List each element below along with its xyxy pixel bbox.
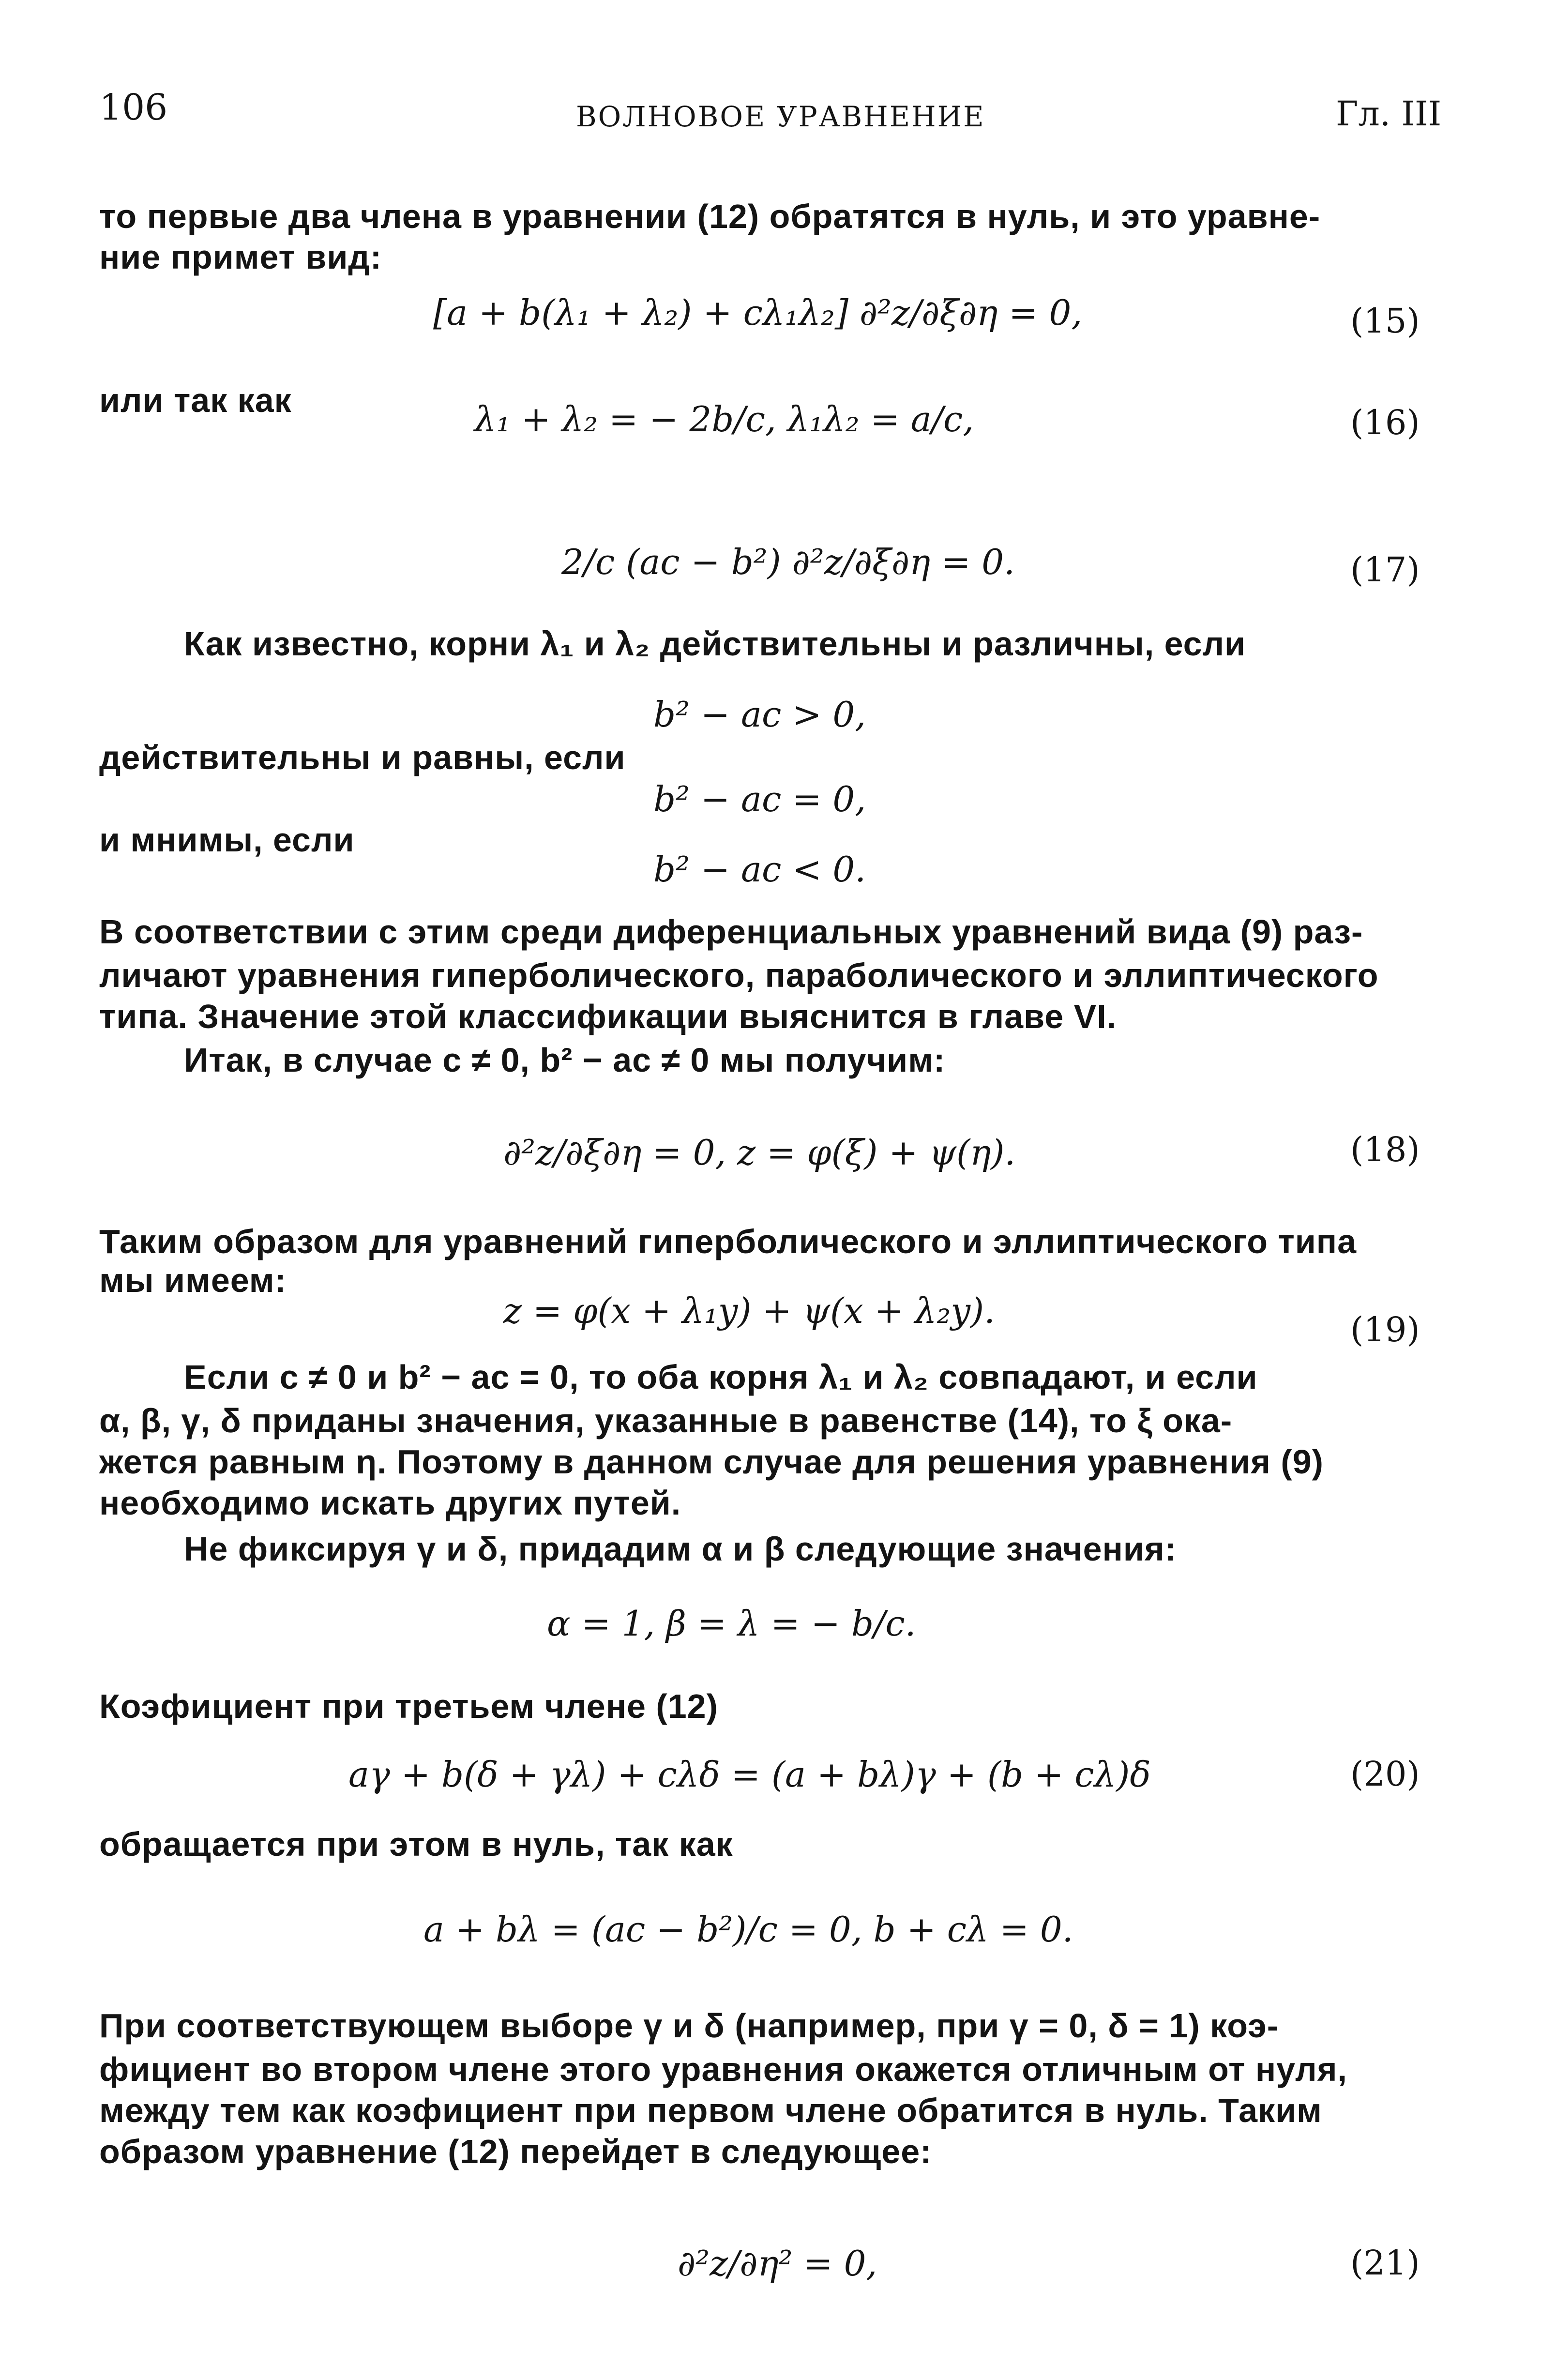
- text-line: При соответствующем выборе γ и δ (например, при γ = 0, δ = 1) коэ-: [99, 2007, 1279, 2045]
- running-title: ВОЛНОВОЕ УРАВНЕНИЕ: [576, 100, 985, 133]
- text-line: типа. Значение этой классификации выяснится в главе VI.: [99, 998, 1117, 1035]
- text-line: ние примет вид:: [99, 238, 382, 276]
- formula-alpha-beta: α = 1, β = λ = − b/c.: [547, 1603, 916, 1644]
- text-line: и мнимы, если: [99, 821, 355, 859]
- text-line: то первые два члена в уравнении (12) обратятся в нуль, и это уравне-: [99, 197, 1321, 235]
- equation-number-20: (20): [1350, 1754, 1420, 1794]
- equation-number-16: (16): [1350, 403, 1420, 442]
- text-line: мы имеем:: [99, 1261, 287, 1299]
- text-line: Итак, в случае c ≠ 0, b² − ac ≠ 0 мы получим:: [184, 1041, 946, 1079]
- text-line: фициент во втором члене этого уравнения окажется отличным от нуля,: [99, 2050, 1347, 2088]
- text-line: необходимо искать других путей.: [99, 1484, 681, 1522]
- formula-18: ∂²z/∂ξ∂η = 0, z = φ(ξ) + ψ(η).: [503, 1132, 1016, 1173]
- equation-number-21: (21): [1350, 2243, 1420, 2283]
- text-line: личают уравнения гиперболического, параболического и эллиптического: [99, 956, 1379, 994]
- text-line: образом уравнение (12) перейдет в следующее:: [99, 2133, 932, 2170]
- text-line: действительны и равны, если: [99, 739, 626, 776]
- text-line: Коэфициент при третьем члене (12): [99, 1687, 718, 1725]
- text-line: α, β, γ, δ приданы значения, указанные в равенстве (14), то ξ ока-: [99, 1402, 1233, 1440]
- chapter-label: Гл. III: [1336, 94, 1442, 134]
- formula-20: aγ + b(δ + γλ) + cλδ = (a + bλ)γ + (b + cλ)δ: [348, 1754, 1151, 1795]
- formula-15: [a + b(λ₁ + λ₂) + cλ₁λ₂] ∂²z/∂ξ∂η = 0,: [433, 292, 1083, 333]
- text-line: жется равным η. Поэтому в данном случае для решения уравнения (9): [99, 1443, 1324, 1481]
- text-line: Таким образом для уравнений гиперболического и эллиптического типа: [99, 1223, 1357, 1260]
- equation-number-19: (19): [1350, 1310, 1420, 1349]
- text-line: обращается при этом в нуль, так как: [99, 1825, 733, 1863]
- formula-21: ∂²z/∂η² = 0,: [678, 2243, 877, 2284]
- equation-number-17: (17): [1350, 550, 1420, 590]
- text-line: или так как: [99, 381, 292, 419]
- inequality-3: b² − ac < 0.: [653, 849, 866, 890]
- formula-17: 2/c (ac − b²) ∂²z/∂ξ∂η = 0.: [561, 542, 1015, 582]
- text-line: Как известно, корни λ₁ и λ₂ действительны и различны, если: [184, 625, 1246, 663]
- text-line: Если c ≠ 0 и b² − ac = 0, то оба корня λ₁ и λ₂ совпадают, и если: [184, 1358, 1258, 1396]
- equation-number-18: (18): [1350, 1130, 1420, 1169]
- page-number: 106: [99, 87, 168, 128]
- equation-number-15: (15): [1350, 301, 1420, 341]
- formula-lambda: a + bλ = (ac − b²)/c = 0, b + cλ = 0.: [423, 1909, 1073, 1950]
- formula-16: λ₁ + λ₂ = − 2b/c, λ₁λ₂ = a/c,: [474, 399, 974, 440]
- formula-19: z = φ(x + λ₁y) + ψ(x + λ₂y).: [503, 1290, 996, 1331]
- text-line: между тем как коэфициент при первом члене обратится в нуль. Таким: [99, 2092, 1322, 2129]
- inequality-1: b² − ac > 0,: [653, 694, 866, 735]
- inequality-2: b² − ac = 0,: [653, 779, 866, 819]
- text-line: В соответствии с этим среди диференциальных уравнений вида (9) раз-: [99, 913, 1363, 951]
- text-line: Не фиксируя γ и δ, придадим α и β следующие значения:: [184, 1530, 1177, 1568]
